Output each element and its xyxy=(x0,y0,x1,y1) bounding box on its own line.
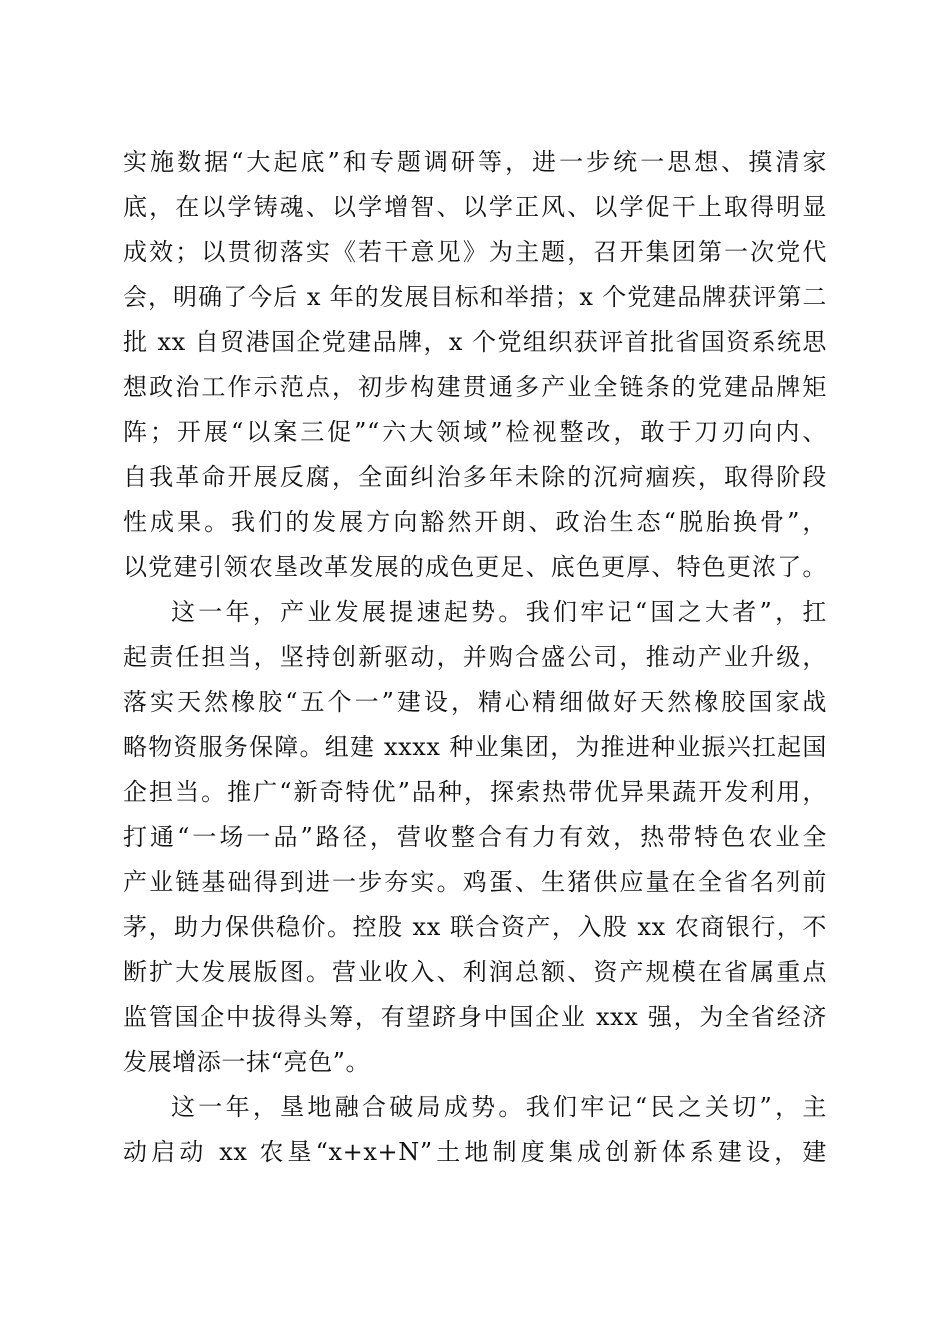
text-line: 打通“一场一品”路径，营收整合有力有效，热带特色农业全 xyxy=(123,823,827,851)
text-line: 断扩大发展版图。营业收入、利润总额、资产规模在省属重点 xyxy=(123,958,827,986)
text-line: 批 xx 自贸港国企党建品牌，x 个党组织获评首批省国资系统思 xyxy=(123,328,827,356)
text-line: 动启动 xx 农垦“x+x+N”土地制度集成创新体系建设，建 xyxy=(123,1138,827,1166)
text-line: 起责任担当，坚持创新驱动，并购合盛公司，推动产业升级， xyxy=(123,643,827,671)
text-line: 茅，助力保供稳价。控股 xx 联合资产，入股 xx 农商银行，不 xyxy=(123,913,827,941)
text-line: 想政治工作示范点，初步构建贯通多产业全链条的党建品牌矩 xyxy=(123,373,827,401)
text-line: 企担当。推广“新奇特优”品种，探索热带优异果蔬开发利用， xyxy=(123,778,827,806)
text-line: 会，明确了今后 x 年的发展目标和举措；x 个党建品牌获评第二 xyxy=(123,283,827,311)
paragraph-first-line: 这一年，垦地融合破局成势。我们牢记“民之关切”，主 xyxy=(171,1093,827,1121)
text-line: 以党建引领农垦改革发展的成色更足、底色更厚、特色更浓了。 xyxy=(123,553,827,581)
text-line: 落实天然橡胶“五个一”建设，精心精细做好天然橡胶国家战 xyxy=(123,688,827,716)
text-line: 略物资服务保障。组建 xxxx 种业集团，为推进种业振兴扛起国 xyxy=(123,733,827,761)
text-line: 自我革命开展反腐，全面纠治多年未除的沉疴痼疾，取得阶段 xyxy=(123,463,827,491)
text-line: 监管国企中拔得头筹，有望跻身中国企业 xxx 强，为全省经济 xyxy=(123,1003,827,1031)
text-line: 发展增添一抹“亮色”。 xyxy=(123,1048,371,1076)
paragraph-first-line: 这一年，产业发展提速起势。我们牢记“国之大者”，扛 xyxy=(171,598,827,626)
text-line: 产业链基础得到进一步夯实。鸡蛋、生猪供应量在全省名列前 xyxy=(123,868,827,896)
text-line: 阵；开展“以案三促”“六大领域”检视整改，敢于刀刃向内、 xyxy=(123,418,827,446)
text-line: 成效；以贯彻落实《若干意见》为主题，召开集团第一次党代 xyxy=(123,238,827,266)
text-line: 性成果。我们的发展方向豁然开朗、政治生态“脱胎换骨”， xyxy=(123,508,827,536)
text-line: 实施数据“大起底”和专题调研等，进一步统一思想、摸清家 xyxy=(123,148,827,176)
text-line: 底，在以学铸魂、以学增智、以学正风、以学促干上取得明显 xyxy=(123,193,827,221)
